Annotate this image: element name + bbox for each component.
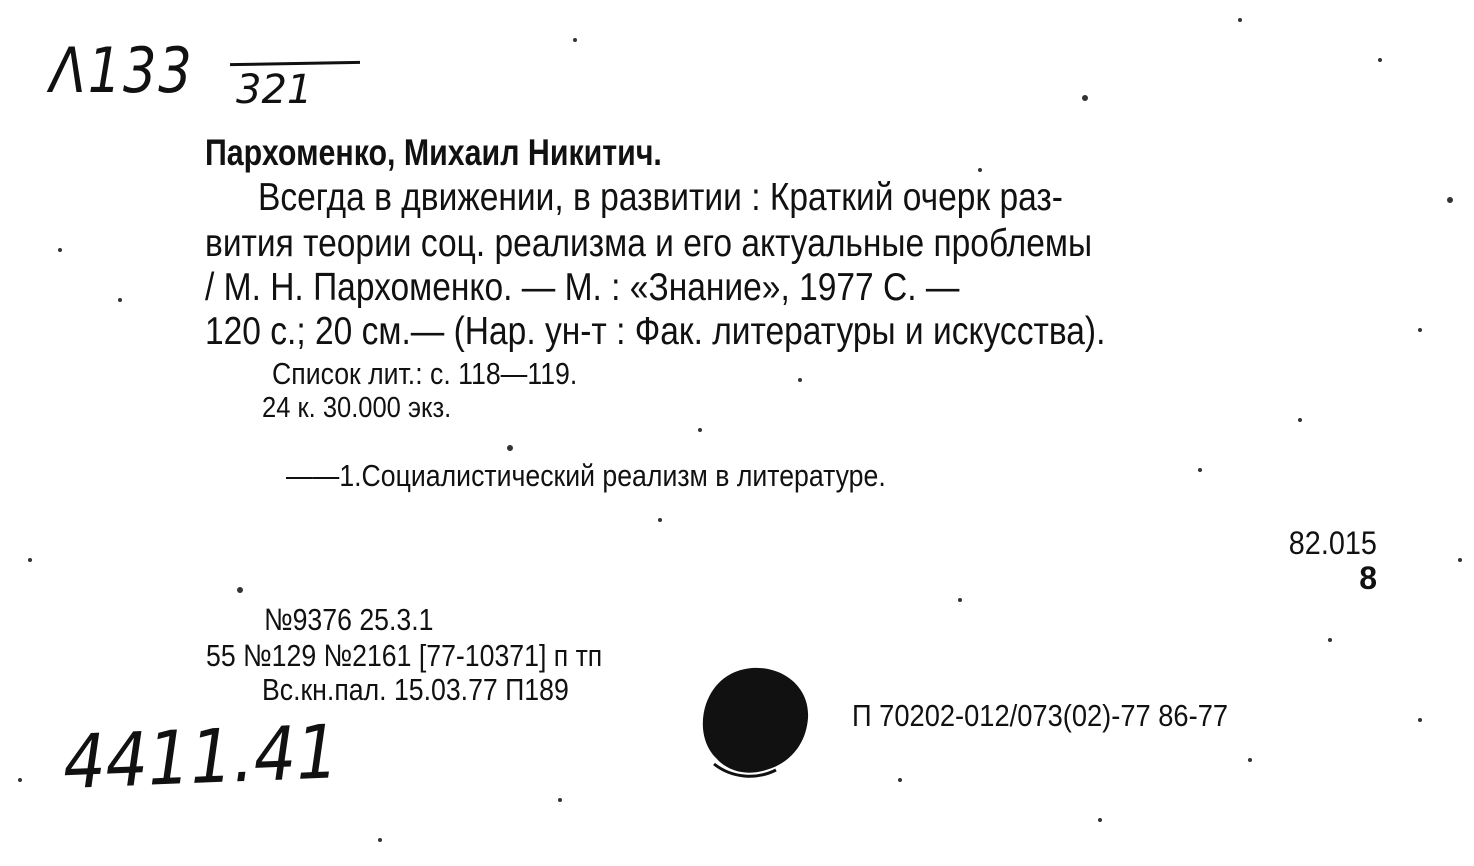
print-info-line: №9376 25.3.1 [264, 602, 434, 637]
classification-subcode: 8 [1359, 560, 1377, 596]
author-heading: Пархоменко, Михаил Никитич. [205, 132, 662, 173]
price-index-code: П 70202-012/073(02)-77 86-77 [852, 698, 1229, 733]
print-info-line: Вс.кн.пал. 15.03.77 П189 [262, 672, 569, 707]
ink-blot [692, 660, 812, 780]
classification-code: 82.015 [1288, 525, 1377, 561]
subject-heading: ——1.Социалистический реализм в литературе. [286, 458, 886, 493]
handwritten-shelf-code: Λ133 [50, 34, 194, 107]
description-line: вития теории соц. реализма и его актуальные проблемы [205, 222, 1093, 265]
description-line: 120 с.; 20 см.— (Нар. ун-т : Фак. литературы и искусства). [205, 310, 1106, 353]
handwritten-inventory-code: 4411.41 [61, 709, 340, 806]
handwritten-shelf-subcode: 321 [236, 67, 313, 113]
print-info-line: 55 №129 №2161 [77-10371] п тп [206, 638, 603, 673]
bibliography-note: Список лит.: с. 118—119. [272, 356, 578, 391]
handwritten-fraction-bar [230, 61, 360, 66]
description-line: / М. Н. Пархоменко. — М. : «Знание», 1977 С. — [205, 266, 960, 309]
description-line: Всегда в движении, в развитии : Краткий очерк раз- [258, 176, 1063, 219]
price-print-run-note: 24 к. 30.000 экз. [262, 392, 452, 424]
